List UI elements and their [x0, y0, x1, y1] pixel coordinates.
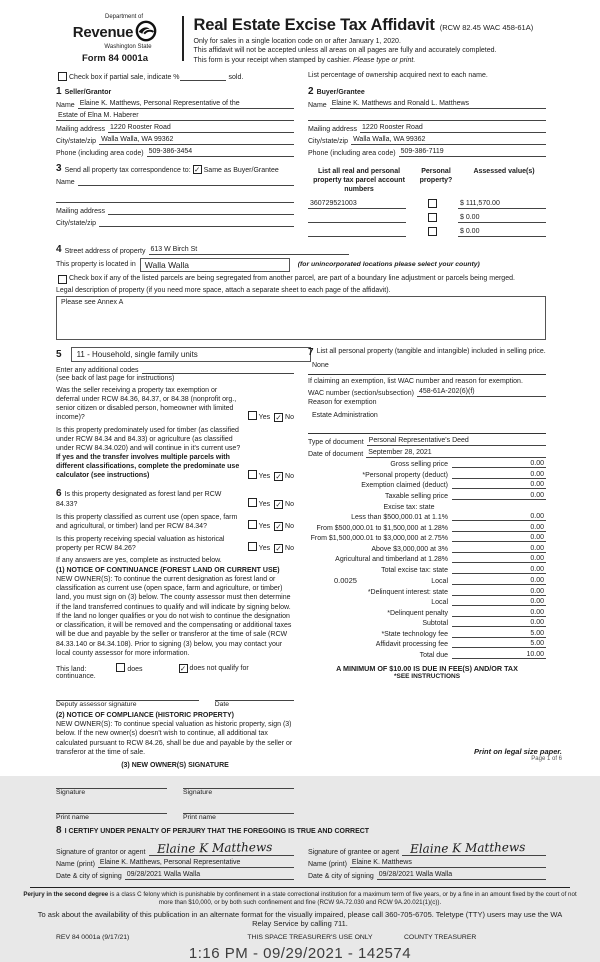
- seller-name-field-2[interactable]: Estate of Elna M. Haberer: [56, 112, 294, 121]
- same-as-buyer-checkbox[interactable]: ✓: [193, 165, 201, 175]
- personal-property-checkbox[interactable]: [428, 213, 437, 222]
- no-label: No: [285, 500, 294, 508]
- unincorporated-note: (for unincorporated locations please select your county): [297, 261, 480, 269]
- grantee-signature-label: Signature of grantee or agent: [308, 849, 400, 857]
- no-label: No: [285, 472, 294, 480]
- buyer-heading: Buyer/Grantee: [316, 89, 365, 97]
- seller-heading: Seller/Grantor: [64, 89, 112, 97]
- section-3-number: 3: [56, 163, 62, 175]
- tax-row-value[interactable]: 0.00: [498, 619, 546, 627]
- partial-sold-label: sold.: [228, 74, 244, 82]
- seller-city-label: City/state/zip: [56, 138, 97, 146]
- grantor-signature-label: Signature of grantor or agent: [56, 849, 146, 857]
- grantor-date-label: Date & city of signing: [56, 873, 122, 881]
- buyer-name-field[interactable]: Elaine K. Matthews and Ronald L. Matthews: [330, 100, 546, 109]
- segregated-checkbox[interactable]: [58, 275, 67, 284]
- tax-row-value[interactable]: 0.00: [498, 555, 546, 563]
- deputy-date-field[interactable]: [215, 692, 294, 701]
- tax-row-value[interactable]: 10.00: [498, 651, 546, 659]
- section-buyer: [308, 86, 546, 157]
- s5-q2-text: Is this property predominately used for timber (as classified under RCW 84.34 and 84.33) or agriculture (as classified under RCW 84.34.020) and will continue in it's current use? If yes and the transfer involves multiple parcels with different classifications, complete the predominate use calculator (see instructions): [56, 426, 241, 480]
- located-in-label: This property is located in: [56, 261, 136, 269]
- section-8-number: 8: [56, 825, 62, 837]
- tax-row-label: Total due: [419, 651, 448, 659]
- grantor-date-field[interactable]: 09/28/2021 Walla Walla: [125, 871, 294, 880]
- tax-row-label: From $500,000.01 to $1,500,000 at 1.28%: [316, 524, 448, 532]
- page-title: Real Estate Excise Tax Affidavit: [193, 16, 435, 34]
- county-treasurer-label: COUNTY TREASURER: [404, 934, 477, 942]
- personal-property-checkbox[interactable]: [428, 199, 437, 208]
- parcel-col-header: List all real and personal property tax parcel account numbers: [313, 168, 405, 193]
- certify-statement: I CERTIFY UNDER PENALTY OF PERJURY THAT THE FOREGOING IS TRUE AND CORRECT: [64, 828, 370, 836]
- street-address-label: Street address of property: [64, 247, 146, 255]
- this-land-label: This land:: [56, 666, 87, 674]
- seller-phone-field[interactable]: 509-386-3454: [147, 148, 294, 157]
- buyer-phone-field[interactable]: 509-386-7119: [399, 148, 546, 157]
- parcel-number-field[interactable]: [308, 228, 406, 237]
- minimum-fee-note: A MINIMUM OF $10.00 IS DUE IN FEE(S) AND/OR TAX: [336, 663, 518, 673]
- tax-row-value[interactable]: 0.00: [498, 513, 546, 521]
- tax-row-value[interactable]: 5.00: [498, 630, 546, 638]
- parcel-number-field[interactable]: [308, 214, 406, 223]
- header-note-3: This form is your receipt when stamped by cashier. Please type or print.: [193, 56, 416, 64]
- buyer-city-label: City/state/zip: [308, 138, 349, 146]
- see-instructions-note: *SEE INSTRUCTIONS: [393, 672, 461, 680]
- tax-row-label: Local: [431, 578, 448, 586]
- revenue-brand: Revenue: [72, 23, 134, 41]
- tax-row-label: Gross selling price: [390, 461, 448, 469]
- notice-continuance-body: NEW OWNER(S): To continue the current designation as forest land or classification as current use (open space, farm and agriculture, or timber) land, you must sign on (3) below. The county assessor must then determine if the land transferred continues to qualify and will indicate by signing below. If the land no longer qualifies or you do not wish to continue the designation or classification, it will be removed and the compensating or additional taxes will be due and payable by the seller or transferor at the time of sale (RCW 84.33.140 or 84.34.108). Prior to signing (3) below, you may contact your local county assessor for more information.: [56, 575, 292, 657]
- dor-logo-block: [56, 14, 174, 64]
- rev-number: REV 84 0001a (9/17/21): [56, 934, 130, 942]
- grantee-date-label: Date & city of signing: [308, 873, 374, 881]
- print-legal-note: Print on legal size paper.: [474, 747, 562, 756]
- tax-row-value[interactable]: 0.00: [498, 609, 546, 617]
- personal-property-list-label: List all personal property (tangible and intangible) included in selling price.: [316, 347, 546, 355]
- tax-row-label: Above $3,000,000 at 3%: [371, 545, 448, 553]
- assessed-value-field[interactable]: $ 111,570.00: [458, 200, 546, 209]
- no-label: No: [285, 544, 294, 552]
- corr-city-label: City/state/zip: [56, 220, 97, 228]
- treasurer-timestamp-stamp: 1:16 PM - 09/29/2021 - 142574: [188, 945, 412, 962]
- new-owner-signature-field-2[interactable]: [183, 780, 294, 789]
- tax-row-label: *Delinquent penalty: [387, 609, 448, 617]
- parcel-number-field[interactable]: 360729521003: [308, 200, 406, 209]
- street-address-field[interactable]: 613 W Birch St: [149, 246, 350, 255]
- corr-name-label: Name: [56, 179, 75, 187]
- tax-row-value[interactable]: 0.00: [498, 492, 546, 500]
- s6-q1-yes-checkbox[interactable]: [248, 498, 257, 507]
- new-owner-print-name-field-2[interactable]: [183, 805, 294, 814]
- seller-phone-label: Phone (including area code): [56, 150, 144, 158]
- additional-codes-label: Enter any additional codes: [56, 366, 139, 374]
- deputy-assessor-signature-field[interactable]: [56, 692, 199, 701]
- tax-row-label: Total excise tax: state: [381, 566, 448, 574]
- doc-type-label: Type of document: [308, 438, 364, 446]
- header-note-1: Only for sales in a single location code on or after January 1, 2020.: [193, 38, 401, 45]
- assessed-value-field[interactable]: $ 0.00: [458, 228, 546, 237]
- reason-for-exemption-field[interactable]: Estate Administration: [312, 411, 378, 419]
- tax-row-value[interactable]: 0.00: [498, 598, 546, 606]
- if-yes-note: If any answers are yes, complete as instructed below.: [56, 556, 222, 564]
- yes-label: Yes: [258, 413, 271, 421]
- s6-q2-text: Is this property classified as current use (open space, farm and agricultural, or timber) land per RCW 84.34?: [56, 513, 238, 530]
- dor-swoosh-icon: [135, 20, 157, 44]
- section-property: [56, 244, 546, 340]
- doc-type-field[interactable]: Personal Representative's Deed: [367, 437, 546, 446]
- see-back-note: (see back of last page for instructions): [56, 374, 175, 382]
- signature-label: Signature: [56, 789, 86, 797]
- alt-format-note: To ask about the availability of this publication in an alternate format for the visually impaired, please call 360-705-6705. Teletype (TTY) users may use the WA Relay Service by calling 711.: [37, 909, 563, 929]
- section-5-number: 5: [56, 348, 62, 360]
- tax-row-label: Affidavit processing fee: [375, 641, 448, 649]
- header: [56, 0, 546, 65]
- legal-description-label: Legal description of property (if you need more space, attach a separate sheet to each page of the affidavit).: [56, 286, 391, 294]
- tax-row-value[interactable]: 0.00: [498, 460, 546, 468]
- tax-row-label: From $1,500,000.01 to $3,000,000 at 2.75%: [310, 535, 448, 543]
- segregated-label: Check box if any of the listed parcels are being segregated from another parcel, are part of a boundary line adjustment or parcels being merged.: [69, 274, 515, 282]
- does-not-label: does not qualify for: [189, 665, 249, 673]
- tax-row-value[interactable]: 0.00: [498, 471, 546, 479]
- tax-row-label: Taxable selling price: [384, 492, 448, 500]
- tax-row-value[interactable]: 0.00: [498, 566, 546, 574]
- perjury-note: Perjury in the second degree is a class C felony which is punishable by confinement in a state correctional institution for a maximum term of five years, or by a fine in an amount fixed by the court of not more than $10,000, or by both such confinement and fine (RCW 9A.72.030 and RCW 9A.20.021(1)(c)).: [23, 891, 577, 907]
- s5-q1-no-checkbox[interactable]: ✓: [275, 412, 282, 422]
- buyer-name-field-2[interactable]: [308, 112, 546, 121]
- section-6-number: 6: [56, 487, 62, 499]
- print-name-label: Print name: [56, 814, 89, 822]
- wac-number-field[interactable]: 458-61A-202(6)(f): [417, 388, 546, 397]
- no-label: No: [285, 522, 294, 530]
- tax-row-label: Subtotal: [422, 620, 448, 628]
- partial-sale-checkbox[interactable]: [58, 72, 67, 81]
- yes-label: Yes: [258, 522, 271, 530]
- partial-sale-label: Check box if partial sale, indicate %: [69, 74, 180, 82]
- tax-row-label: Agricultural and timberland at 1.28%: [335, 556, 448, 564]
- correspondence-label: Send all property tax correspondence to:: [64, 167, 191, 175]
- land-does-checkbox[interactable]: [116, 663, 125, 672]
- tax-row-label: *Delinquent interest: state: [367, 588, 448, 596]
- legal-description-field[interactable]: Please see Annex A: [56, 296, 546, 340]
- corr-name-field[interactable]: [78, 177, 294, 186]
- personal-property-list-field[interactable]: None: [312, 361, 329, 369]
- notice-compliance-title: (2) NOTICE OF COMPLIANCE (HISTORIC PROPERTY): [56, 712, 234, 720]
- notice-compliance-body: NEW OWNER(S): To continue special valuation as historic property, sign (3) below. If the new owner(s) doesn't wish to continue, all additional tax calculated pursuant to RCW 84.26, shall be due and payable by the seller or transferor at the time of sale.: [56, 721, 293, 756]
- same-as-buyer-label: Same as Buyer/Grantee: [203, 167, 279, 175]
- section-certify: [56, 825, 546, 880]
- deputy-date-label: Date: [214, 701, 230, 709]
- new-owners-signature-title: (3) NEW OWNER(S) SIGNATURE: [121, 762, 229, 770]
- tax-row-value[interactable]: 0.00: [498, 481, 546, 489]
- does-label: does: [127, 666, 143, 674]
- s6-q2-no-checkbox[interactable]: ✓: [275, 521, 282, 531]
- print-name-label: Print name: [183, 814, 216, 822]
- excise-tax-state-header: Excise tax: state: [383, 503, 435, 511]
- buyer-mailing-field[interactable]: 1220 Rooster Road: [360, 124, 546, 133]
- land-does-not-checkbox[interactable]: ✓: [179, 664, 187, 674]
- reason-for-exemption-label: Reason for exemption: [308, 398, 377, 406]
- s5-q2-no-checkbox[interactable]: ✓: [275, 471, 282, 481]
- header-divider: [182, 16, 184, 61]
- s6-q3-text: Is this property receiving special valuation as historical property per RCW 84.26?: [56, 535, 225, 552]
- s5-q1-text: Was the seller receiving a property tax exemption or deferral under RCW 84.36, 84.37, or 84.38 (nonprofit org., senior citizen or disabled person, homeowner with limited income)?: [56, 386, 237, 421]
- washington-state-label: Washington State: [104, 44, 152, 50]
- tax-row-label: *Personal property (deduct): [362, 471, 448, 479]
- buyer-mailing-label: Mailing address: [308, 126, 358, 134]
- yes-label: Yes: [258, 544, 271, 552]
- tax-row-label: Local: [431, 599, 448, 607]
- doc-date-field[interactable]: September 28, 2021: [366, 449, 546, 458]
- s6-q1-no-checkbox[interactable]: ✓: [275, 499, 282, 509]
- local-rate-value: 0.0025: [334, 576, 357, 586]
- section-correspondence: [56, 163, 294, 236]
- print-note-block: [474, 747, 562, 762]
- treasurer-space-label: THIS SPACE TREASURER'S USE ONLY: [247, 934, 373, 942]
- personal-property-col-header: Personal property?: [419, 168, 453, 185]
- land-use-code-select[interactable]: 11 - Household, single family units: [71, 347, 311, 362]
- wac-number-label: WAC number (section/subsection): [308, 389, 414, 397]
- corr-mailing-label: Mailing address: [56, 208, 106, 216]
- tax-row-value[interactable]: 0.00: [498, 534, 546, 542]
- seller-name-label: Name: [56, 102, 75, 110]
- tax-row-label: Less than $500,000.01 at 1.1%: [351, 514, 448, 522]
- header-note-2: This affidavit will not be accepted unless all areas on all pages are fully and accurately completed.: [193, 47, 497, 55]
- county-select[interactable]: Walla Walla: [140, 258, 290, 272]
- doc-date-label: Date of document: [308, 450, 364, 458]
- signature-label: Signature: [183, 789, 213, 797]
- grantor-name-label: Name (print): [56, 861, 95, 869]
- tax-row-value[interactable]: 5.00: [498, 640, 546, 648]
- ownership-note: List percentage of ownership acquired next to each name.: [308, 72, 488, 80]
- assessed-value-col-header: Assessed value(s): [473, 168, 535, 176]
- dept-of-label: Department of: [104, 14, 144, 20]
- s5-q1-yes-checkbox[interactable]: [248, 411, 257, 420]
- s6-q3-no-checkbox[interactable]: ✓: [275, 543, 282, 553]
- grantee-name-label: Name (print): [308, 861, 347, 869]
- personal-property-checkbox[interactable]: [428, 227, 437, 236]
- left-column: [56, 347, 294, 821]
- tax-row-value[interactable]: 0.00: [498, 524, 546, 532]
- deputy-assessor-label: Deputy assessor signature: [56, 701, 137, 709]
- grantee-name-field[interactable]: Elaine K. Matthews: [350, 859, 546, 868]
- tax-row-label: *State technology fee: [381, 630, 448, 638]
- assessed-value-field[interactable]: $ 0.00: [458, 214, 546, 223]
- parcel-row: [308, 227, 546, 237]
- section-7-number: 7: [308, 346, 314, 358]
- partial-percent-field[interactable]: [180, 72, 226, 81]
- tax-row-value[interactable]: 0.00: [498, 577, 546, 585]
- section-4-number: 4: [56, 243, 62, 255]
- page-indicator: Page 1 of 6: [531, 756, 562, 762]
- s6-q1-text: 6 Is this property designated as forest land per RCW 84.33?: [56, 487, 222, 508]
- continuance-label: continuance.: [56, 673, 96, 681]
- buyer-phone-label: Phone (including area code): [308, 150, 396, 158]
- tax-row-value[interactable]: 0.00: [498, 545, 546, 553]
- buyer-city-field[interactable]: Walla Walla, WA 99362: [351, 136, 546, 145]
- notice-continuance-title: (1) NOTICE OF CONTINUANCE (FOREST LAND OR CURRENT USE): [56, 566, 280, 574]
- grantor-signature-field[interactable]: Elaine K Matthews: [149, 841, 294, 856]
- s6-q3-yes-checkbox[interactable]: [248, 542, 257, 551]
- section-2-number: 2: [308, 86, 314, 98]
- yes-label: Yes: [258, 472, 271, 480]
- s6-q2-yes-checkbox[interactable]: [248, 520, 257, 529]
- parcel-row: [308, 199, 546, 209]
- new-owner-print-name-field-1[interactable]: [56, 805, 167, 814]
- seller-mailing-label: Mailing address: [56, 126, 106, 134]
- parcel-row: [308, 213, 546, 223]
- seller-city-field[interactable]: Walla Walla, WA 99362: [99, 136, 294, 145]
- corr-name-field-2[interactable]: [56, 194, 294, 203]
- buyer-name-label: Name: [308, 102, 327, 110]
- yes-label: Yes: [258, 500, 271, 508]
- additional-codes-field[interactable]: [142, 365, 295, 374]
- grantee-signature-field[interactable]: Elaine K Matthews: [402, 841, 546, 856]
- grantor-name-field[interactable]: Elaine K. Matthews, Personal Representative: [98, 859, 294, 868]
- s5-q2-yes-checkbox[interactable]: [248, 470, 257, 479]
- form-number: Form 84 0001a: [81, 53, 148, 64]
- seller-name-field[interactable]: Elaine K. Matthews, Personal Representative of the: [78, 100, 294, 109]
- no-label: No: [285, 413, 294, 421]
- corr-city-field[interactable]: [99, 218, 294, 227]
- parcel-table: [308, 163, 546, 236]
- rcw-reference: (RCW 82.45 WAC 458-61A): [439, 23, 534, 32]
- tax-row-label: Exemption claimed (deduct): [361, 482, 448, 490]
- corr-mailing-field[interactable]: [108, 206, 294, 215]
- section-1-number: 1: [56, 86, 62, 98]
- tax-row-value[interactable]: 0.00: [498, 588, 546, 596]
- seller-mailing-field[interactable]: 1220 Rooster Road: [108, 124, 294, 133]
- section-seller: [56, 86, 294, 157]
- exemption-note: If claiming an exemption, list WAC number and reason for exemption.: [308, 377, 523, 385]
- new-owner-signature-field-1[interactable]: [56, 780, 167, 789]
- grantee-date-field[interactable]: 09/28/2021 Walla Walla: [377, 871, 546, 880]
